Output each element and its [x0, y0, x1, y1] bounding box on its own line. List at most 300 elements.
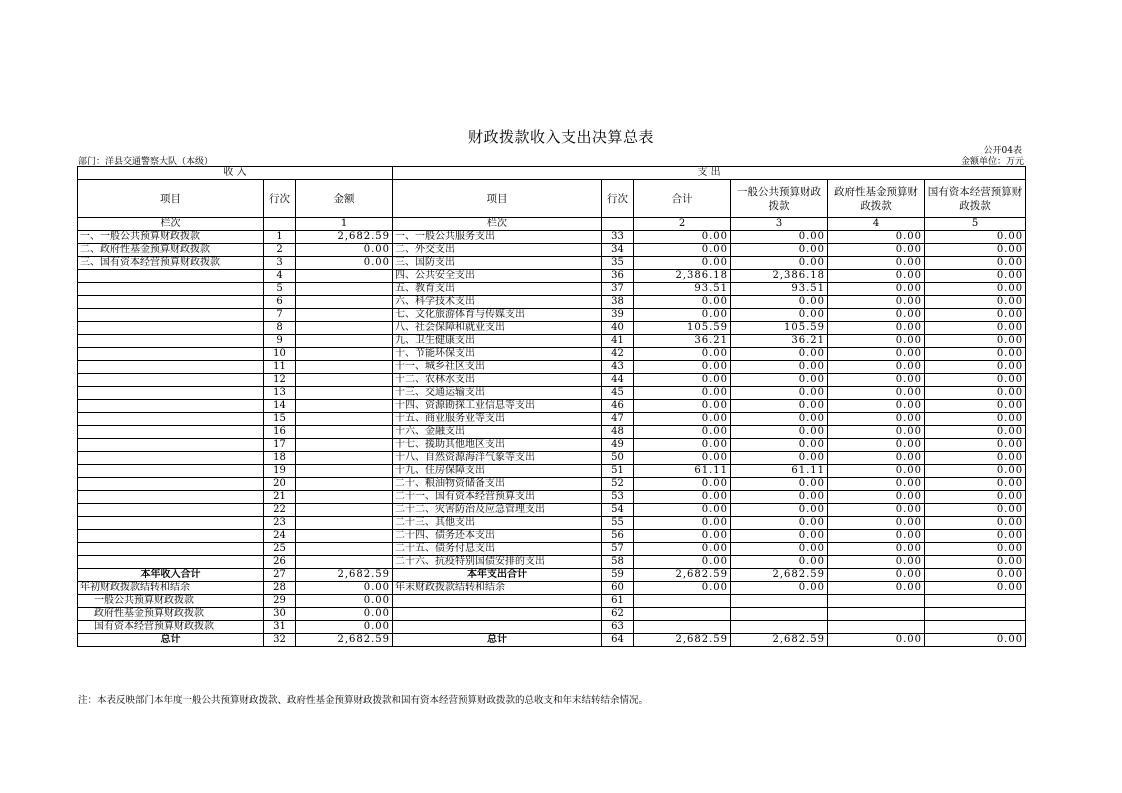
income-item: 一、一般公共预算财政拨款 [78, 231, 264, 244]
expense-general: 0.00 [731, 348, 828, 361]
col-blank [602, 218, 634, 231]
expense-total: 0.00 [634, 530, 731, 543]
expense-general: 0.00 [731, 543, 828, 556]
expense-item: 二十六、抗疫特别国债安排的支出 [393, 556, 602, 569]
expense-soe: 0.00 [925, 556, 1026, 569]
income-amount: 0.00 [296, 257, 393, 270]
income-line: 4 [264, 270, 296, 283]
expense-line: 41 [602, 335, 634, 348]
expense-item [393, 608, 602, 621]
expense-total: 0.00 [634, 400, 731, 413]
expense-general [731, 608, 828, 621]
expense-total: 0.00 [634, 504, 731, 517]
income-item [78, 387, 264, 400]
expense-soe [925, 595, 1026, 608]
income-item [78, 426, 264, 439]
expense-fund: 0.00 [828, 465, 925, 478]
expense-fund: 0.00 [828, 491, 925, 504]
expense-soe: 0.00 [925, 452, 1026, 465]
expense-soe [925, 608, 1026, 621]
expense-item: 二、外交支出 [393, 244, 602, 257]
income-amount [296, 478, 393, 491]
expense-line: 55 [602, 517, 634, 530]
expense-total: 0.00 [634, 426, 731, 439]
income-amount [296, 413, 393, 426]
table-row [78, 439, 1026, 452]
income-line: 14 [264, 400, 296, 413]
expense-total: 0.00 [634, 348, 731, 361]
income-line: 7 [264, 309, 296, 322]
income-amount [296, 517, 393, 530]
page-title: 财政拨款收入支出决算总表 [467, 128, 654, 146]
income-item: 政府性基金预算财政拨款 [78, 608, 264, 621]
income-amount [296, 426, 393, 439]
expense-soe [925, 621, 1026, 634]
expense-general: 61.11 [731, 465, 828, 478]
income-amount [296, 543, 393, 556]
expense-soe: 0.00 [925, 439, 1026, 452]
income-item [78, 556, 264, 569]
carryover-row [78, 595, 1026, 608]
expense-total: 105.59 [634, 322, 731, 335]
income-line: 9 [264, 335, 296, 348]
income-line: 15 [264, 413, 296, 426]
expense-line: 34 [602, 244, 634, 257]
expense-fund: 0.00 [828, 244, 925, 257]
expense-general: 2,682.59 [731, 569, 828, 582]
income-line: 18 [264, 452, 296, 465]
expense-fund: 0.00 [828, 231, 925, 244]
expense-fund: 0.00 [828, 309, 925, 322]
expense-fund: 0.00 [828, 556, 925, 569]
expense-line: 43 [602, 361, 634, 374]
expense-fund: 0.00 [828, 452, 925, 465]
expense-fund: 0.00 [828, 361, 925, 374]
income-line: 22 [264, 504, 296, 517]
expense-line: 49 [602, 439, 634, 452]
expense-fund: 0.00 [828, 478, 925, 491]
table-row [78, 504, 1026, 517]
table-row [78, 348, 1026, 361]
expense-soe: 0.00 [925, 582, 1026, 595]
col-label-left: 栏次 [78, 218, 264, 231]
expense-general: 0.00 [731, 504, 828, 517]
header-total: 合计 [634, 180, 731, 218]
expense-total: 0.00 [634, 231, 731, 244]
expense-soe: 0.00 [925, 257, 1026, 270]
department-label: 部门：洋县交通警察大队（本级） [78, 157, 214, 167]
expense-general: 0.00 [731, 387, 828, 400]
expense-general: 0.00 [731, 244, 828, 257]
expense-soe: 0.00 [925, 543, 1026, 556]
expense-item: 二十四、债务还本支出 [393, 530, 602, 543]
expense-item: 十五、商业服务业等支出 [393, 413, 602, 426]
income-amount [296, 335, 393, 348]
expense-item [393, 595, 602, 608]
expense-total: 93.51 [634, 283, 731, 296]
expense-line: 40 [602, 322, 634, 335]
expense-line: 58 [602, 556, 634, 569]
income-item [78, 530, 264, 543]
expense-general: 2,386.18 [731, 270, 828, 283]
income-item [78, 335, 264, 348]
expense-total: 0.00 [634, 556, 731, 569]
expense-general: 93.51 [731, 283, 828, 296]
income-item [78, 400, 264, 413]
income-item: 一般公共预算财政拨款 [78, 595, 264, 608]
income-amount [296, 309, 393, 322]
expense-item: 十八、自然资源海洋气象等支出 [393, 452, 602, 465]
expense-line: 52 [602, 478, 634, 491]
table-row [78, 543, 1026, 556]
expense-soe: 0.00 [925, 504, 1026, 517]
table-row [78, 374, 1026, 387]
expense-total: 0.00 [634, 439, 731, 452]
table-row [78, 309, 1026, 322]
income-item: 国有资本经营预算财政拨款 [78, 621, 264, 634]
expense-general: 105.59 [731, 322, 828, 335]
header-item: 项目 [78, 180, 264, 218]
expense-item [393, 621, 602, 634]
expense-soe: 0.00 [925, 478, 1026, 491]
income-item [78, 452, 264, 465]
income-line: 29 [264, 595, 296, 608]
expense-general: 0.00 [731, 582, 828, 595]
income-item [78, 491, 264, 504]
income-amount [296, 439, 393, 452]
table-row [78, 517, 1026, 530]
income-item [78, 348, 264, 361]
expense-total: 0.00 [634, 309, 731, 322]
income-amount [296, 296, 393, 309]
expense-item: 五、教育支出 [393, 283, 602, 296]
expense-line: 50 [602, 452, 634, 465]
form-number: 公开04表 [983, 146, 1022, 156]
income-section-header: 收 入 [78, 167, 393, 180]
expense-item: 十、节能环保支出 [393, 348, 602, 361]
expense-fund: 0.00 [828, 348, 925, 361]
income-line: 25 [264, 543, 296, 556]
header-item-expense: 项目 [393, 180, 602, 218]
income-amount [296, 322, 393, 335]
expense-general: 0.00 [731, 556, 828, 569]
expense-fund: 0.00 [828, 582, 925, 595]
expense-soe: 0.00 [925, 530, 1026, 543]
expense-fund: 0.00 [828, 335, 925, 348]
expense-general: 0.00 [731, 400, 828, 413]
expense-line: 56 [602, 530, 634, 543]
income-line: 17 [264, 439, 296, 452]
table-row [78, 426, 1026, 439]
expense-line: 33 [602, 231, 634, 244]
expense-total [634, 595, 731, 608]
expense-line: 39 [602, 309, 634, 322]
expense-general: 0.00 [731, 413, 828, 426]
expense-total: 0.00 [634, 582, 731, 595]
expense-fund: 0.00 [828, 439, 925, 452]
expense-fund: 0.00 [828, 257, 925, 270]
expense-soe: 0.00 [925, 517, 1026, 530]
header-line-expense: 行次 [602, 180, 634, 218]
expense-general: 2,682.59 [731, 634, 828, 647]
expense-item: 四、公共安全支出 [393, 270, 602, 283]
table-row [78, 270, 1026, 283]
income-item [78, 270, 264, 283]
income-amount [296, 374, 393, 387]
expense-line: 38 [602, 296, 634, 309]
income-amount [296, 452, 393, 465]
expense-item: 二十三、其他支出 [393, 517, 602, 530]
table-row [78, 361, 1026, 374]
expense-soe: 0.00 [925, 426, 1026, 439]
expense-item: 二十二、灾害防治及应急管理支出 [393, 504, 602, 517]
income-line: 26 [264, 556, 296, 569]
income-amount: 0.00 [296, 595, 393, 608]
income-item [78, 439, 264, 452]
income-amount [296, 465, 393, 478]
col-number-4: 4 [828, 218, 925, 231]
income-item [78, 361, 264, 374]
expense-general: 0.00 [731, 439, 828, 452]
income-amount [296, 270, 393, 283]
expense-line: 64 [602, 634, 634, 647]
footnote: 注：本表反映部门本年度一般公共预算财政拨款、政府性基金预算财政拨款和国有资本经营预算财政拨款的总收支和年末结转结余情况。 [78, 695, 649, 706]
expense-general: 0.00 [731, 452, 828, 465]
expense-total [634, 621, 731, 634]
expense-fund: 0.00 [828, 296, 925, 309]
income-line: 30 [264, 608, 296, 621]
income-amount: 2,682.59 [296, 231, 393, 244]
income-line: 5 [264, 283, 296, 296]
income-item [78, 374, 264, 387]
expense-soe: 0.00 [925, 283, 1026, 296]
expense-total: 36.21 [634, 335, 731, 348]
expense-soe: 0.00 [925, 387, 1026, 400]
expense-line: 45 [602, 387, 634, 400]
expense-line: 35 [602, 257, 634, 270]
carryover-row [78, 608, 1026, 621]
expense-item: 十四、资源勘探工业信息等支出 [393, 400, 602, 413]
table-row [78, 387, 1026, 400]
table-row [78, 244, 1026, 257]
income-line: 27 [264, 569, 296, 582]
income-line: 13 [264, 387, 296, 400]
income-amount [296, 400, 393, 413]
income-line: 3 [264, 257, 296, 270]
expense-item: 一、一般公共服务支出 [393, 231, 602, 244]
col-blank [264, 218, 296, 231]
income-item [78, 309, 264, 322]
header-amount: 金额 [296, 180, 393, 218]
expense-general: 0.00 [731, 374, 828, 387]
expense-total: 0.00 [634, 257, 731, 270]
expense-total: 0.00 [634, 374, 731, 387]
unit-label: 金额单位：万元 [960, 157, 1024, 167]
income-item [78, 322, 264, 335]
expense-item: 八、社会保障和就业支出 [393, 322, 602, 335]
expense-section-header: 支 出 [393, 167, 1026, 180]
income-line: 12 [264, 374, 296, 387]
income-amount: 0.00 [296, 582, 393, 595]
expense-total: 0.00 [634, 413, 731, 426]
expense-total: 61.11 [634, 465, 731, 478]
expense-fund: 0.00 [828, 426, 925, 439]
expense-general [731, 595, 828, 608]
col-number-5: 5 [925, 218, 1026, 231]
expense-fund [828, 608, 925, 621]
expense-item: 十六、金融支出 [393, 426, 602, 439]
income-line: 11 [264, 361, 296, 374]
expense-total: 2,682.59 [634, 634, 731, 647]
table-row [78, 491, 1026, 504]
expense-total: 0.00 [634, 296, 731, 309]
header-line: 行次 [264, 180, 296, 218]
expense-soe: 0.00 [925, 270, 1026, 283]
expense-soe: 0.00 [925, 374, 1026, 387]
expense-fund: 0.00 [828, 634, 925, 647]
expense-soe: 0.00 [925, 400, 1026, 413]
income-item: 年初财政拨款结转和结余 [78, 582, 264, 595]
expense-soe: 0.00 [925, 569, 1026, 582]
income-item: 二、政府性基金预算财政拨款 [78, 244, 264, 257]
header-fund-budget: 政府性基金预算财政拨款 [828, 180, 925, 218]
income-line: 20 [264, 478, 296, 491]
income-item [78, 543, 264, 556]
expense-soe: 0.00 [925, 231, 1026, 244]
expense-line: 44 [602, 374, 634, 387]
expense-fund: 0.00 [828, 400, 925, 413]
expense-general: 0.00 [731, 530, 828, 543]
expense-general: 0.00 [731, 309, 828, 322]
expense-fund: 0.00 [828, 413, 925, 426]
col-number-2: 2 [634, 218, 731, 231]
expense-soe: 0.00 [925, 322, 1026, 335]
expense-line: 42 [602, 348, 634, 361]
income-amount: 0.00 [296, 244, 393, 257]
expense-fund: 0.00 [828, 322, 925, 335]
expense-item: 二十、粮油物资储备支出 [393, 478, 602, 491]
table-row [78, 296, 1026, 309]
expense-line: 51 [602, 465, 634, 478]
expense-item: 十三、交通运输支出 [393, 387, 602, 400]
expense-total: 0.00 [634, 387, 731, 400]
table-row [78, 335, 1026, 348]
expense-soe: 0.00 [925, 348, 1026, 361]
table-row [78, 400, 1026, 413]
table-row [78, 452, 1026, 465]
expense-line: 46 [602, 400, 634, 413]
expense-total: 0.00 [634, 543, 731, 556]
expense-total: 0.00 [634, 491, 731, 504]
income-item [78, 465, 264, 478]
expense-total: 2,682.59 [634, 569, 731, 582]
expense-general: 0.00 [731, 257, 828, 270]
income-line: 19 [264, 465, 296, 478]
header-soe-budget: 国有资本经营预算财政拨款 [925, 180, 1026, 218]
expense-total: 0.00 [634, 244, 731, 257]
income-item [78, 504, 264, 517]
income-amount: 0.00 [296, 621, 393, 634]
income-line: 8 [264, 322, 296, 335]
expense-general [731, 621, 828, 634]
income-amount [296, 530, 393, 543]
income-amount [296, 556, 393, 569]
expense-fund: 0.00 [828, 283, 925, 296]
col-label-right: 栏次 [393, 218, 602, 231]
income-line: 16 [264, 426, 296, 439]
expense-soe: 0.00 [925, 634, 1026, 647]
expense-fund: 0.00 [828, 270, 925, 283]
expense-item: 二十五、债务付息支出 [393, 543, 602, 556]
expense-item: 年末财政拨款结转和结余 [393, 582, 602, 595]
expense-total: 0.00 [634, 478, 731, 491]
year-total-row [78, 569, 1026, 582]
expense-soe: 0.00 [925, 361, 1026, 374]
expense-fund [828, 621, 925, 634]
expense-fund: 0.00 [828, 569, 925, 582]
income-item: 三、国有资本经营预算财政拨款 [78, 257, 264, 270]
table-row [78, 478, 1026, 491]
income-line: 6 [264, 296, 296, 309]
expense-item: 本年支出合计 [393, 569, 602, 582]
expense-general: 0.00 [731, 296, 828, 309]
expense-line: 63 [602, 621, 634, 634]
income-line: 21 [264, 491, 296, 504]
expense-total: 2,386.18 [634, 270, 731, 283]
expense-line: 48 [602, 426, 634, 439]
expense-general: 0.00 [731, 231, 828, 244]
expense-line: 37 [602, 283, 634, 296]
expense-line: 47 [602, 413, 634, 426]
expense-soe: 0.00 [925, 335, 1026, 348]
expense-item: 六、科学技术支出 [393, 296, 602, 309]
table-row [78, 322, 1026, 335]
expense-item: 十一、城乡社区支出 [393, 361, 602, 374]
carryover-row [78, 621, 1026, 634]
expense-line: 61 [602, 595, 634, 608]
income-item [78, 517, 264, 530]
income-amount [296, 283, 393, 296]
table-row [78, 257, 1026, 270]
expense-total: 0.00 [634, 361, 731, 374]
expense-item: 十九、住房保障支出 [393, 465, 602, 478]
income-amount: 2,682.59 [296, 569, 393, 582]
expense-total: 0.00 [634, 517, 731, 530]
carryover-row [78, 582, 1026, 595]
table-row [78, 556, 1026, 569]
expense-item: 七、文化旅游体育与传媒支出 [393, 309, 602, 322]
table-row [78, 283, 1026, 296]
income-amount [296, 361, 393, 374]
expense-soe: 0.00 [925, 413, 1026, 426]
expense-soe: 0.00 [925, 491, 1026, 504]
expense-soe: 0.00 [925, 296, 1026, 309]
expense-item: 三、国防支出 [393, 257, 602, 270]
expense-soe: 0.00 [925, 309, 1026, 322]
expense-general: 36.21 [731, 335, 828, 348]
income-amount [296, 348, 393, 361]
income-line: 32 [264, 634, 296, 647]
expense-fund: 0.00 [828, 530, 925, 543]
expense-general: 0.00 [731, 517, 828, 530]
expense-line: 62 [602, 608, 634, 621]
table-row [78, 231, 1026, 244]
col-number-1: 1 [296, 218, 393, 231]
income-amount [296, 504, 393, 517]
income-amount: 2,682.59 [296, 634, 393, 647]
income-line: 24 [264, 530, 296, 543]
expense-soe: 0.00 [925, 465, 1026, 478]
